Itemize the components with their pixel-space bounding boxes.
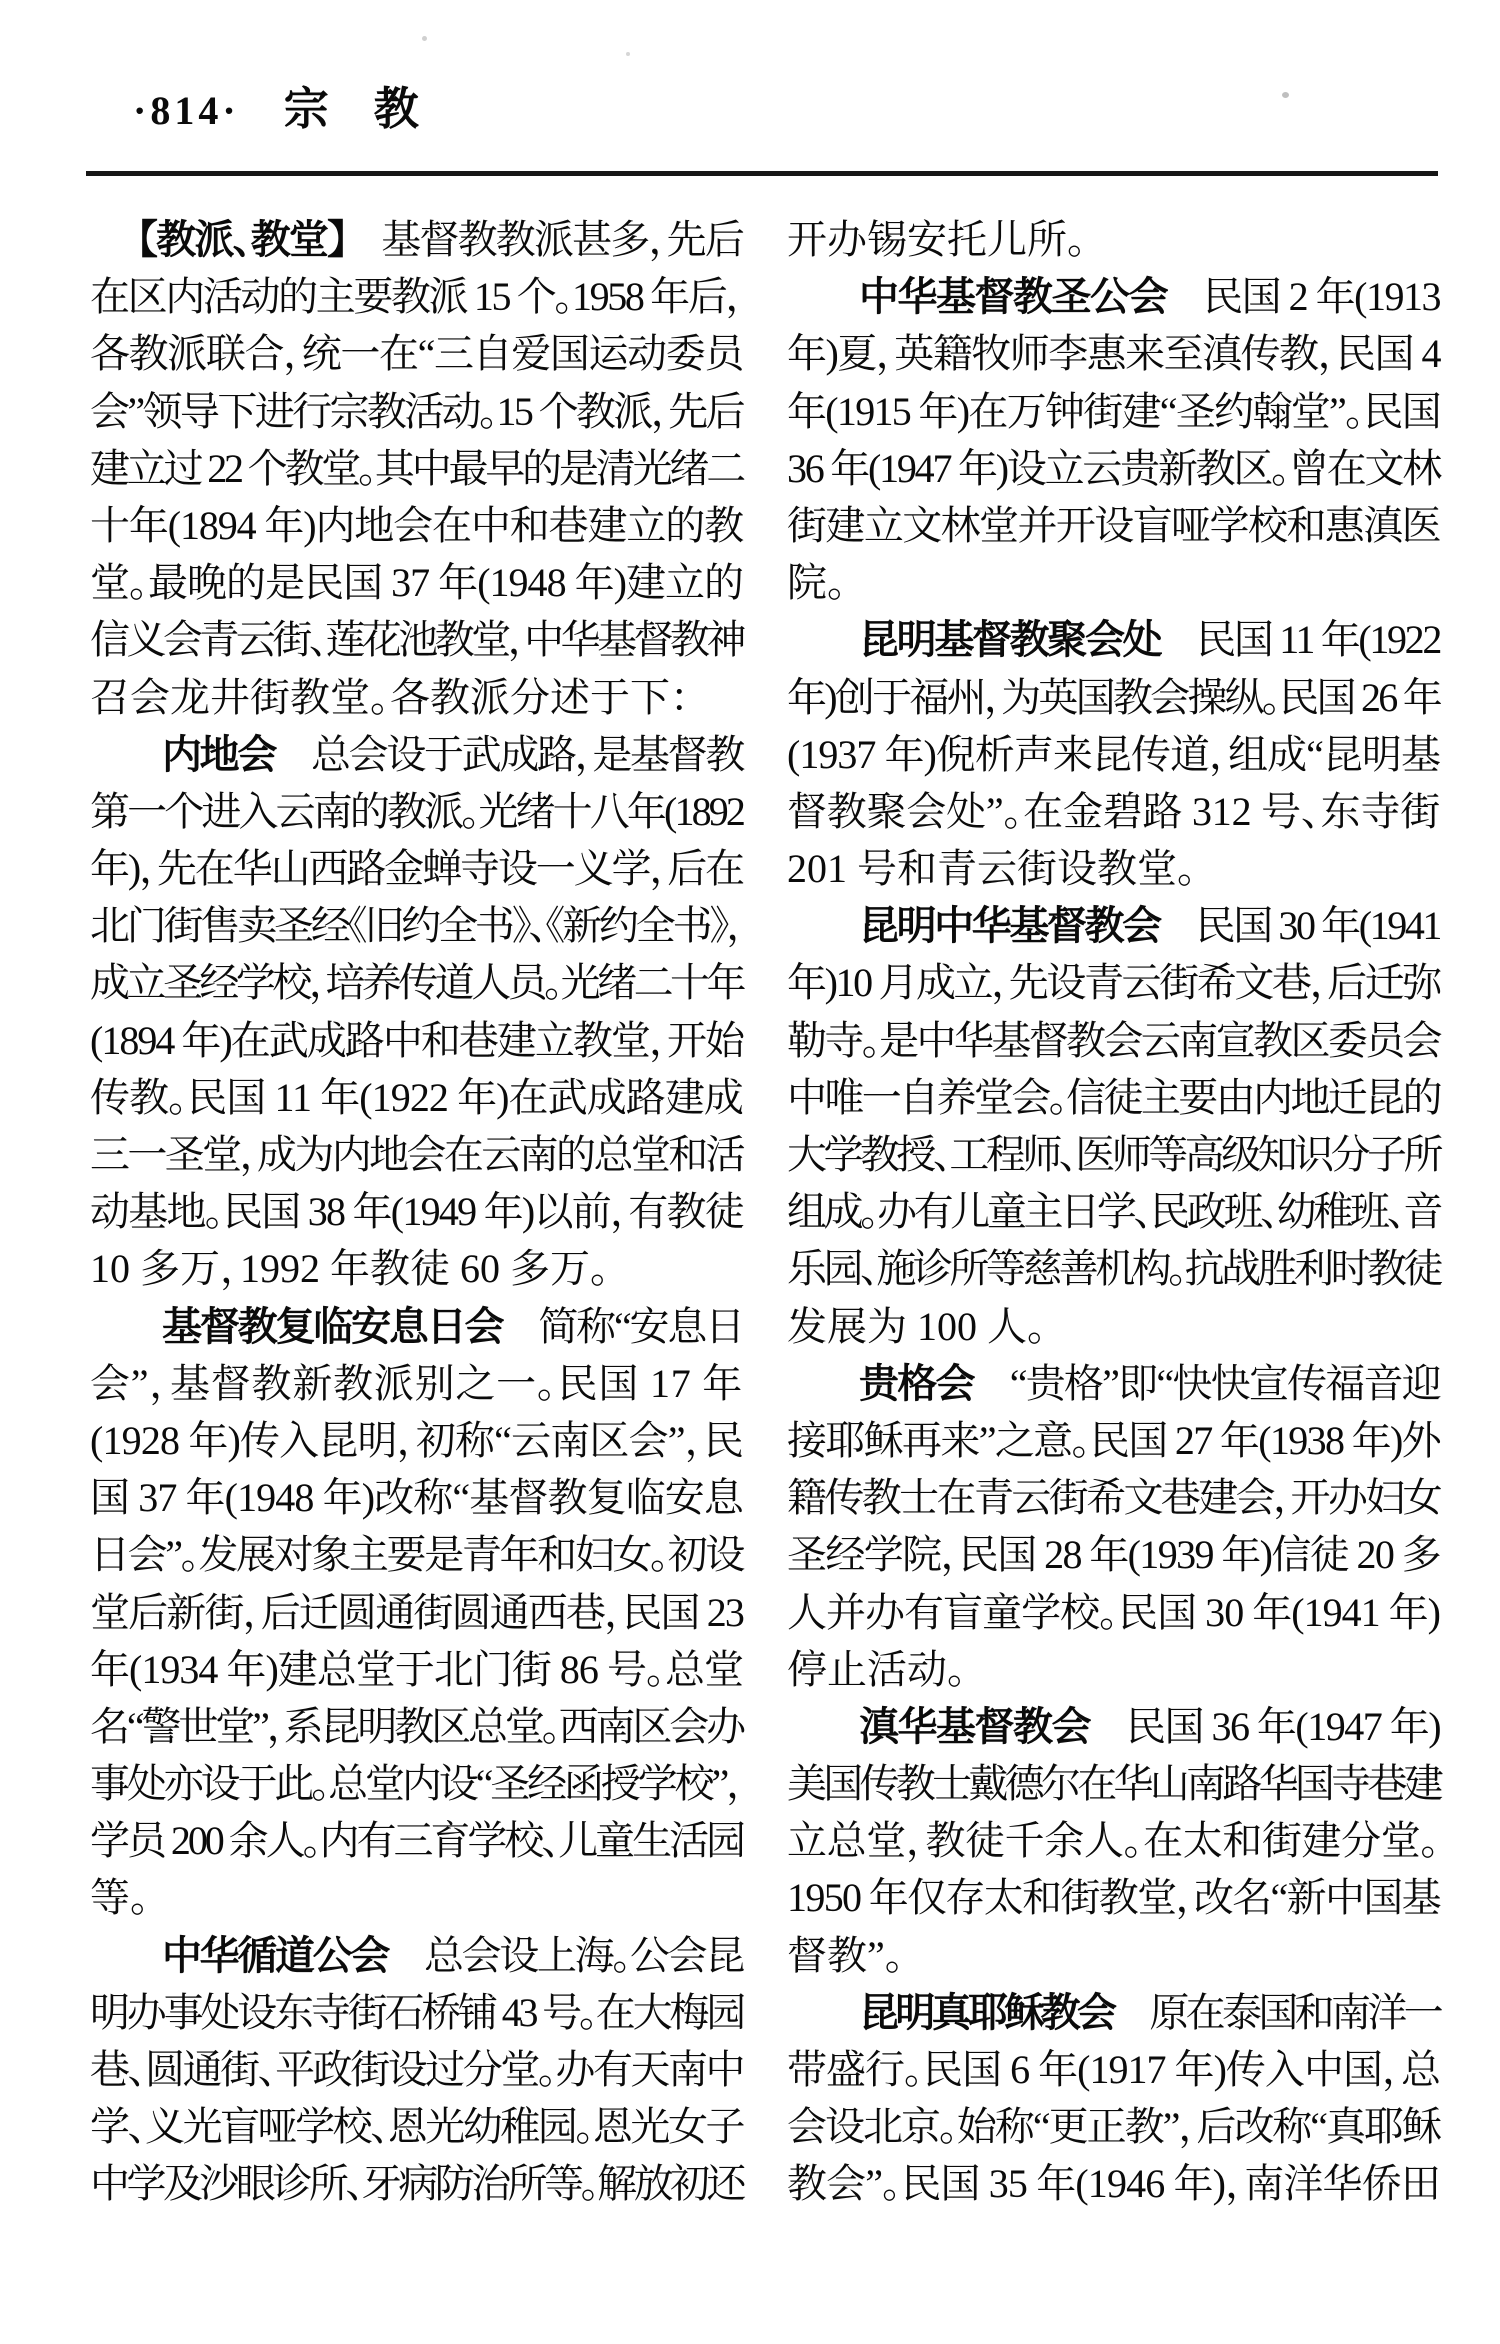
text-line <box>90 1355 743 1412</box>
entry-text: 总会设于武成路，是基督教 <box>311 731 743 777</box>
text-line <box>90 726 743 783</box>
scan-speck <box>626 52 630 56</box>
entry-text: 十年(1894 年)内地会在中和巷建立的教 <box>90 502 743 548</box>
entry-text: (1937 年)倪析声来昆传道，组成“昆明基 <box>787 731 1440 777</box>
entry-text: 1950 年仅存太和街教堂，改名“新中国基 <box>787 1875 1440 1921</box>
text-line <box>787 1526 1440 1583</box>
text-line <box>90 554 743 611</box>
text-line <box>787 554 1440 611</box>
text-line <box>90 1698 743 1755</box>
entry-text: 中唯一自养堂会。信徒主要由内地迁昆的 <box>787 1074 1440 1120</box>
text-line-content <box>787 846 1197 891</box>
entry-text: 动基地。民国 38 年(1949 年)以前，有教徒 <box>90 1189 743 1235</box>
text-line-content <box>787 1933 905 1978</box>
entry-text: 原在泰国和南洋一 <box>1149 1989 1441 2035</box>
entry-text: 总会设上海。公会昆 <box>424 1932 743 1978</box>
text-line-content <box>90 1990 743 2035</box>
text-columns <box>90 211 1440 2213</box>
text-line <box>90 1812 743 1869</box>
text-line <box>787 1984 1440 2041</box>
text-line <box>90 1183 743 1240</box>
text-line <box>787 954 1440 1011</box>
entry-text: 在区内活动的主要教派 15 个。1958 年后， <box>90 274 743 320</box>
text-line <box>787 2098 1440 2155</box>
text-line-content <box>90 960 743 1005</box>
text-line-content <box>787 1818 1440 1863</box>
entry-text: 学、义光盲哑学校、恩光幼稚园。恩光女子 <box>90 2104 743 2150</box>
scan-speck <box>1282 92 1289 98</box>
text-line <box>787 726 1440 783</box>
entry-text: 名“警世堂”，系昆明教区总堂。西南区会办 <box>90 1703 743 1749</box>
text-line <box>787 1012 1440 1069</box>
text-line-content <box>787 1875 1440 1920</box>
text-line <box>787 383 1440 440</box>
text-line-content <box>787 1018 1440 1063</box>
entry-text: 日会”。发展对象主要是青年和妇女。初设 <box>90 1532 743 1578</box>
text-line-content <box>90 2104 743 2149</box>
entry-text: 召会龙井街教堂。各教派分述于下： <box>90 674 690 720</box>
text-line <box>787 1641 1440 1698</box>
text-line-content <box>859 1704 1440 1749</box>
entry-text: 督教”。 <box>787 1932 905 1978</box>
entry-text: “贵格”即“快快宣传福音迎 <box>1009 1360 1440 1406</box>
text-line-content <box>859 1361 1440 1406</box>
text-line-content <box>90 560 743 605</box>
left-column <box>90 211 743 2213</box>
entry-text: 堂后新街，后迁圆通街圆通西巷，民国 23 <box>90 1589 743 1635</box>
header-rule <box>86 171 1438 176</box>
entry-text: 会”领导下进行宗教活动。15 个教派，先后 <box>90 388 743 434</box>
text-line-content <box>90 846 743 891</box>
entry-text: 带盛行。民国 6 年(1917 年)传入中国，总 <box>787 2047 1440 2092</box>
entry-text: 北门街售卖圣经《旧约全书》、《新约全书》， <box>90 903 743 949</box>
text-line-content <box>787 732 1440 777</box>
text-line <box>787 1584 1440 1641</box>
entry-text: 事处亦设于此。总堂内设“圣经函授学校”， <box>90 1761 743 1807</box>
text-line <box>90 440 743 497</box>
text-line-content <box>787 1647 967 1692</box>
text-line-content <box>859 1990 1440 2035</box>
text-line-content <box>90 1532 743 1577</box>
entry-heading: 贵格会 <box>859 1361 974 1406</box>
text-line-content <box>787 217 1087 262</box>
entry-text: 年)，先在华山西路金蝉寺设一义学，后在 <box>90 846 743 892</box>
entry-text: 勒寺。是中华基督教会云南宣教区委员会 <box>787 1017 1440 1063</box>
text-line <box>90 1641 743 1698</box>
text-line <box>90 1869 743 1926</box>
text-line-content <box>90 1475 743 1520</box>
entry-text: 基督教教派甚多，先后 <box>381 217 744 262</box>
text-line <box>787 1812 1440 1869</box>
entry-heading: 昆明真耶稣教会 <box>859 1990 1114 2035</box>
entry-text: 学员 200 余人。内有三育学校、儿童生活园 <box>90 1818 743 1864</box>
text-line-content <box>90 1590 743 1635</box>
scan-speck <box>422 36 427 41</box>
entry-text: (1894 年)在武成路中和巷建立教堂，开始 <box>90 1017 743 1063</box>
text-line <box>787 1469 1440 1526</box>
text-line-content <box>859 617 1440 662</box>
text-line <box>90 1240 743 1297</box>
entry-text: 督教聚会处”。在金碧路 312 号、东寺街 <box>787 788 1440 834</box>
text-line-content <box>90 675 690 720</box>
entry-text: 信义会青云街、莲花池教堂，中华基督教神 <box>90 617 743 663</box>
text-line-content <box>787 1761 1440 1806</box>
text-line <box>787 840 1440 897</box>
text-line <box>90 1984 743 2041</box>
text-line <box>787 1869 1440 1926</box>
text-line <box>90 1412 743 1469</box>
text-line <box>90 211 743 268</box>
text-line <box>90 2041 743 2098</box>
text-line-content <box>787 1304 1047 1349</box>
text-line-content <box>90 446 743 491</box>
text-line-content <box>787 1246 1440 1291</box>
entry-text: 开办锡安托儿所。 <box>787 217 1087 262</box>
entry-text: 乐园、施诊所等慈善机构。抗战胜利时教徒 <box>787 1246 1440 1292</box>
entry-text: 会”，基督教新教派别之一。民国 17 年 <box>90 1360 743 1406</box>
entry-text: 圣经学院，民国 28 年(1939 年)信徒 20 多 <box>787 1532 1440 1578</box>
text-line-content <box>787 960 1440 1005</box>
text-line <box>90 897 743 954</box>
text-line <box>90 1069 743 1126</box>
entry-text: 传教。民国 11 年(1922 年)在武成路建成 <box>90 1074 743 1120</box>
text-line-content <box>90 331 743 376</box>
text-line-content <box>90 1132 743 1177</box>
text-line-content <box>90 1189 743 1234</box>
entry-text: 建立过 22 个教堂。其中最早的是清光绪二 <box>90 445 743 491</box>
text-line <box>787 1240 1440 1297</box>
text-line-content <box>787 1418 1440 1463</box>
text-line <box>90 611 743 668</box>
entry-text: 国 37 年(1948 年)改称“基督教复临安息 <box>90 1475 743 1521</box>
text-line-content <box>787 2047 1440 2092</box>
entry-text: 美国传教士戴德尔在华山南路华国寺巷建 <box>787 1761 1440 1807</box>
text-line-content <box>90 2047 743 2092</box>
text-line <box>90 840 743 897</box>
text-line <box>90 383 743 440</box>
text-line-content <box>90 274 743 319</box>
text-line-content <box>162 732 743 777</box>
entry-text: 人并办有盲童学校。民国 30 年(1941 年) <box>787 1589 1440 1635</box>
text-line <box>787 783 1440 840</box>
entry-heading: 中华循道公会 <box>162 1933 388 1978</box>
entry-text: 停止活动。 <box>787 1646 967 1692</box>
text-line-content <box>787 331 1440 376</box>
text-line <box>90 1526 743 1583</box>
text-line <box>787 325 1440 382</box>
text-line <box>787 268 1440 325</box>
text-line-content <box>90 1704 743 1749</box>
text-line-content <box>787 1075 1440 1120</box>
entry-heading: 中华基督教圣公会 <box>859 275 1168 320</box>
text-line <box>787 2041 1440 2098</box>
page-number: ·814· <box>133 88 240 133</box>
text-line-content <box>787 2161 1440 2206</box>
text-line-content <box>90 903 743 948</box>
entry-text: 组成。办有儿童主日学、民政班、幼稚班、音 <box>787 1189 1440 1235</box>
text-line-content <box>787 1475 1440 1520</box>
entry-heading: 滇华基督教会 <box>859 1704 1090 1749</box>
text-line <box>787 897 1440 954</box>
entry-text: 201 号和青云街设教堂。 <box>787 846 1197 892</box>
text-line <box>787 1355 1440 1412</box>
text-line <box>787 611 1440 668</box>
text-line <box>90 1755 743 1812</box>
entry-text: 会设北京。始称“更正教”，后改称“真耶稣 <box>787 2104 1440 2150</box>
text-line-content <box>859 903 1440 948</box>
text-line <box>787 211 1440 268</box>
entry-text: 明办事处设东寺街石桥铺 43 号。在大梅园 <box>90 1989 743 2035</box>
text-line-content <box>787 789 1440 834</box>
text-line <box>787 669 1440 726</box>
entry-text: 接耶稣再来”之意。民国 27 年(1938 年)外 <box>787 1417 1440 1463</box>
text-line-content <box>787 389 1440 434</box>
text-line <box>90 268 743 325</box>
entry-text: 大学教授、工程师、医师等高级知识分子所 <box>787 1132 1440 1177</box>
text-line-content <box>90 503 743 548</box>
entry-text: 第一个进入云南的教派。光绪十八年(1892 <box>90 788 743 834</box>
text-line-content <box>787 1532 1440 1577</box>
text-line-content <box>90 789 743 834</box>
entry-text: 街建立文林堂并开设盲哑学校和惠滇医 <box>787 502 1440 548</box>
text-line-content <box>90 1075 743 1120</box>
entry-text: 民国 2 年(1913 <box>1203 274 1440 320</box>
page-header <box>133 72 419 137</box>
text-line-content <box>787 1132 1440 1177</box>
text-line-content <box>162 1933 743 1978</box>
text-line-content <box>787 1189 1440 1234</box>
entry-heading: 昆明基督教聚会处 <box>859 618 1161 663</box>
text-line <box>787 1183 1440 1240</box>
entry-heading: 基督教复临安息日会 <box>162 1304 503 1349</box>
entry-text: 籍传教士在青云街希文巷建会，开办妇女 <box>787 1475 1440 1521</box>
text-line-content <box>787 2104 1440 2149</box>
text-line-content <box>787 446 1440 491</box>
entry-text: 发展为 100 人。 <box>787 1303 1047 1349</box>
entry-text: 民国 36 年(1947 年) <box>1125 1703 1441 1749</box>
text-line <box>90 1298 743 1355</box>
entry-text: 立总堂，教徒千余人。在太和街建分堂。 <box>787 1818 1440 1864</box>
entry-heading: 内地会 <box>162 732 275 777</box>
text-line <box>787 1069 1440 1126</box>
text-line <box>90 783 743 840</box>
text-line <box>90 2155 743 2212</box>
text-line-content <box>138 217 743 262</box>
text-line-content <box>787 560 847 605</box>
text-line <box>90 1927 743 1984</box>
text-line <box>787 1927 1440 1984</box>
entry-text: 各教派联合，统一在“三自爱国运动委员 <box>90 331 743 377</box>
entry-text: 36 年(1947 年)设立云贵新教区。曾在文林 <box>787 445 1440 491</box>
text-line <box>787 1126 1440 1183</box>
text-line <box>90 1012 743 1069</box>
text-line-content <box>859 274 1440 319</box>
text-line <box>787 497 1440 554</box>
entry-text: 简称“安息日 <box>538 1303 743 1349</box>
text-line <box>90 2098 743 2155</box>
text-line-content <box>787 503 1440 548</box>
entry-text: 堂。最晚的是民国 37 年(1948 年)建立的 <box>90 560 743 606</box>
text-line-content <box>90 1018 743 1063</box>
entry-text: 三一圣堂，成为内地会在云南的总堂和活 <box>90 1132 743 1177</box>
entry-text: 教会”。民国 35 年(1946 年)，南洋华侨田 <box>787 2161 1440 2207</box>
entry-text: 中学及沙眼诊所、牙病防治所等。解放初还 <box>90 2161 743 2207</box>
entry-text: 年)夏，英籍牧师李惠来至滇传教，民国 4 <box>787 331 1440 377</box>
text-line <box>787 2155 1440 2212</box>
entry-text: 民国 30 年(1941 <box>1195 903 1440 949</box>
entry-text: (1928 年)传入昆明，初称“云南区会”，民 <box>90 1417 743 1463</box>
text-line <box>787 1698 1440 1755</box>
text-line-content <box>90 1647 743 1692</box>
entry-text: 年)创于福州，为英国教会操纵。民国 26 年 <box>787 674 1440 720</box>
entry-text: 等。 <box>90 1875 150 1921</box>
text-line <box>90 497 743 554</box>
text-line-content <box>90 389 743 434</box>
text-line-content <box>90 1761 743 1806</box>
entry-text: 年(1915 年)在万钟街建“圣约翰堂”。民国 <box>787 388 1440 434</box>
text-line <box>90 325 743 382</box>
entry-text: 成立圣经学校，培养传道人员。光绪二十年 <box>90 960 743 1006</box>
text-line <box>90 669 743 726</box>
text-line <box>90 1584 743 1641</box>
text-line-content <box>90 1361 743 1406</box>
entry-text: 巷、圆通街、平政街设过分堂。办有天南中 <box>90 2047 743 2092</box>
text-line <box>90 954 743 1011</box>
section-title: 宗 教 <box>283 83 419 134</box>
text-line <box>787 1298 1440 1355</box>
text-line-content <box>90 1246 610 1291</box>
text-line-content <box>90 617 743 662</box>
entry-text: 民国 11 年(1922 <box>1196 617 1440 663</box>
text-line-content <box>787 675 1440 720</box>
entry-heading: 昆明中华基督教会 <box>859 904 1160 949</box>
entry-text: 院。 <box>787 560 847 606</box>
text-line-content <box>90 1418 743 1463</box>
entry-text: 10 多万，1992 年教徒 60 多万。 <box>90 1246 610 1292</box>
text-line <box>90 1469 743 1526</box>
entry-text: 年)10 月成立，先设青云街希文巷，后迁弥 <box>787 960 1440 1006</box>
entry-heading: 【教派、教堂】 <box>138 218 346 262</box>
entry-text: 年(1934 年)建总堂于北门街 86 号。总堂 <box>90 1646 743 1692</box>
right-column <box>787 211 1440 2213</box>
text-line <box>787 440 1440 497</box>
text-line-content <box>787 1590 1440 1635</box>
text-line <box>787 1755 1440 1812</box>
text-line <box>90 1126 743 1183</box>
text-line-content <box>90 1875 150 1920</box>
text-line <box>787 1412 1440 1469</box>
text-line-content <box>90 2161 743 2206</box>
text-line-content <box>162 1304 743 1349</box>
text-line-content <box>90 1818 743 1863</box>
